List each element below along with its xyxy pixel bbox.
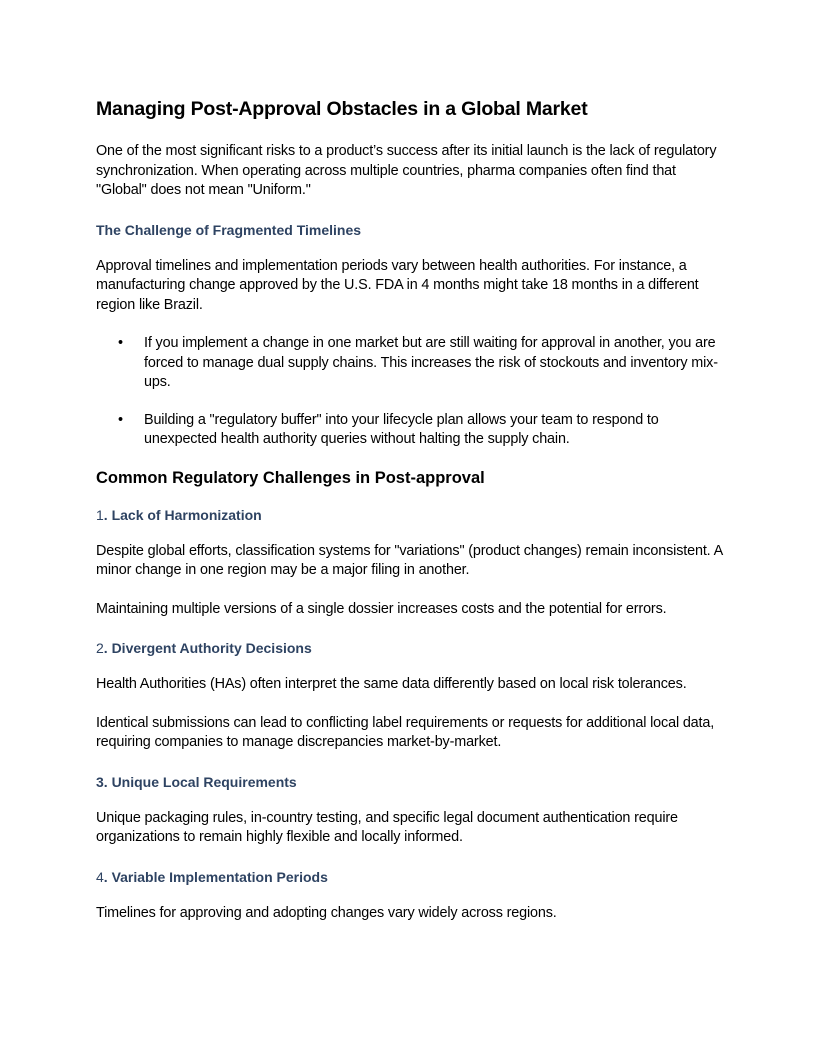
section-body-paragraph: Approval timelines and implementation periods vary between health authorities. For instance, a manufacturing change approved by the U.S. FDA in 4 months might take 18 months in a different region like Brazil.: [96, 257, 699, 313]
list-item-text: If you implement a change in one market but are still waiting for approval in another, you are forced to manage dual supply chains. This increases the risk of stockouts and inventory mix-ups.: [144, 335, 718, 390]
subsection-number: 4: [96, 868, 104, 885]
bullet-icon: •: [118, 411, 123, 428]
subsection-title: . Lack of Harmonization: [103, 506, 262, 523]
document-title: Managing Post-Approval Obstacles in a Global Market: [96, 98, 588, 120]
bullet-icon: •: [118, 335, 123, 351]
section-heading-common-challenges: Common Regulatory Challenges in Post-approval: [96, 468, 485, 487]
list-item: [96, 334, 724, 393]
section-heading-fragmented-timelines: The Challenge of Fragmented Timelines: [96, 221, 362, 238]
subsection-title: . Variable Implementation Periods: [103, 868, 328, 885]
list-item-text: Building a "regulatory buffer" into your lifecycle plan allows your team to respond to unexpected health authority queries without halting the supply chain.: [144, 411, 659, 447]
list-item: [96, 411, 724, 450]
paragraph: Identical submissions can lead to conflicting label requirements or requests for additional local data, requiring companies to manage discrepancies market-by-market.: [96, 714, 715, 750]
paragraph: Despite global efforts, classification systems for "variations" (product changes) remain inconsistent. A minor change in one region may be a major filing in another.: [96, 542, 723, 578]
paragraph: Health Authorities (HAs) often interpret the same data differently based on local risk tolerances.: [96, 676, 687, 692]
subsection-number: 1: [96, 506, 104, 523]
subsection-heading: [96, 638, 724, 658]
intro-paragraph: One of the most significant risks to a product’s success after its initial launch is the lack of regulatory synchronization. When operating across multiple countries, pharma companies often find that "Global" does not mean "Uniform.": [96, 143, 717, 198]
paragraph: Timelines for approving and adopting changes vary widely across regions.: [96, 904, 557, 921]
paragraph: Maintaining multiple versions of a single dossier increases costs and the potential for errors.: [96, 600, 667, 617]
document-page: [96, 96, 724, 942]
subsection-heading: [96, 772, 724, 792]
subsection-title: . Divergent Authority Decisions: [103, 640, 312, 656]
bullet-list: [96, 334, 724, 450]
subsection-heading: [96, 505, 724, 525]
subsection-number: 2: [96, 640, 104, 656]
subsection-title: 3. Unique Local Requirements: [96, 773, 297, 790]
subsection-heading: [96, 867, 724, 887]
paragraph: Unique packaging rules, in-country testing, and specific legal document authentication require organizations to remain highly flexible and locally informed.: [96, 809, 678, 845]
